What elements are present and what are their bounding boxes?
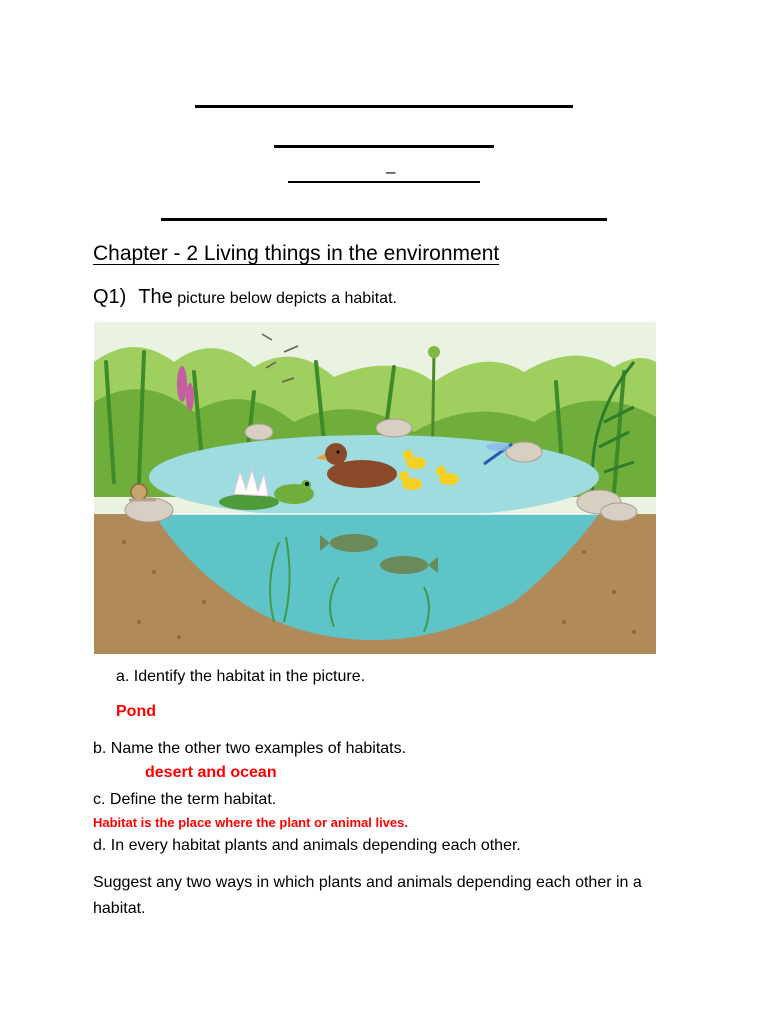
question-1 bbox=[93, 283, 397, 313]
answer-b: desert and ocean bbox=[145, 764, 277, 781]
header-blank-line-4 bbox=[161, 218, 607, 221]
header-dash: – bbox=[386, 162, 396, 181]
header-blank-line-2 bbox=[274, 145, 494, 148]
question-prompt: Suggest any two ways in which plants and animals depending each other in a habitat. bbox=[93, 874, 642, 917]
question-a: a. Identify the habitat in the picture. bbox=[116, 668, 366, 685]
question-c: c. Define the term habitat. bbox=[93, 791, 277, 808]
question-b: b. Name the other two examples of habitats. bbox=[93, 740, 407, 757]
header-blank-line-1 bbox=[195, 105, 573, 108]
answer-c: Habitat is the place where the plant or animal lives. bbox=[93, 815, 408, 830]
pond-habitat-illustration bbox=[94, 322, 656, 654]
question-text: picture below depicts a habitat. bbox=[177, 290, 397, 307]
question-d: d. In every habitat plants and animals depending each other. bbox=[93, 837, 521, 854]
chapter-title: Chapter - 2 Living things in the environment bbox=[93, 242, 500, 265]
question-lead-word: The bbox=[138, 286, 173, 308]
question-number: Q1) bbox=[93, 286, 127, 308]
header-blank-line-3 bbox=[288, 181, 480, 183]
answer-a: Pond bbox=[116, 703, 156, 720]
